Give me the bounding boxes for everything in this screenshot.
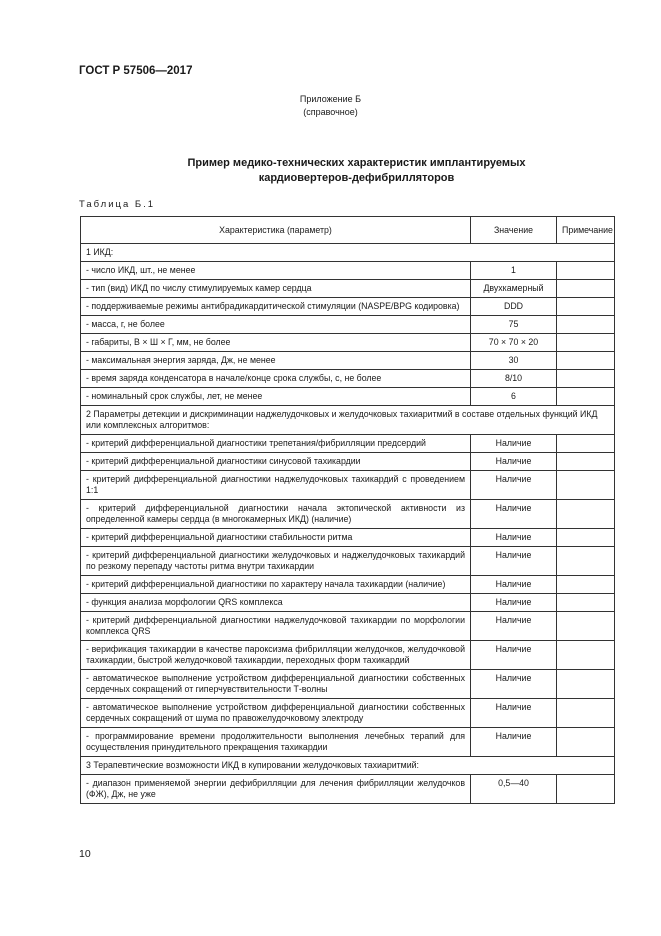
document-code: ГОСТ Р 57506—2017 <box>79 65 193 77</box>
parameter-cell: - поддерживаемые режимы антибрадикардитической стимуляции (NASPE/BPG кодировка) <box>81 298 471 316</box>
parameter-cell: - функция анализа морфологии QRS комплекса <box>81 594 471 612</box>
value-cell: Наличие <box>471 641 557 670</box>
table-row <box>81 500 615 529</box>
note-cell <box>557 435 615 453</box>
note-cell <box>557 612 615 641</box>
document-title-line-2: кардиовертеров-дефибрилляторов <box>258 172 455 184</box>
parameter-cell: - тип (вид) ИКД по числу стимулируемых камер сердца <box>81 280 471 298</box>
parameter-cell: - масса, г, не более <box>81 316 471 334</box>
table-row <box>81 547 615 576</box>
value-cell: 6 <box>471 388 557 406</box>
value-cell: Наличие <box>471 547 557 576</box>
note-cell <box>557 334 615 352</box>
section-heading: 3 Терапевтические возможности ИКД в купировании желудочковых тахиаритмий: <box>81 757 615 775</box>
table-row <box>81 370 615 388</box>
table-row <box>81 298 615 316</box>
value-cell: Наличие <box>471 500 557 529</box>
value-cell: DDD <box>471 298 557 316</box>
value-cell: Наличие <box>471 471 557 500</box>
section-heading: 2 Параметры детекции и дискриминации наджелудочковых и желудочковых тахиаритмий в составе отдельных функций ИКД или комплексных алгоритмов: <box>81 406 615 435</box>
value-cell: 75 <box>471 316 557 334</box>
value-cell: Наличие <box>471 576 557 594</box>
parameter-cell: - критерий дифференциальной диагностики наджелудочковой тахикардии по морфологии комплекса QRS <box>81 612 471 641</box>
value-cell: 8/10 <box>471 370 557 388</box>
table-row <box>81 280 615 298</box>
appendix-label: Приложение Б <box>299 94 362 104</box>
note-cell <box>557 298 615 316</box>
table-row <box>81 728 615 757</box>
value-cell: Наличие <box>471 612 557 641</box>
table-row <box>81 612 615 641</box>
section-heading-row <box>81 406 615 435</box>
parameter-cell: - габариты, В × Ш × Г, мм, не более <box>81 334 471 352</box>
table-row <box>81 670 615 699</box>
column-header-parameter: Характеристика (параметр) <box>81 217 471 244</box>
note-cell <box>557 775 615 804</box>
note-cell <box>557 594 615 612</box>
note-cell <box>557 316 615 334</box>
document-title-line-1: Пример медико-технических характеристик имплантируемых <box>187 157 526 169</box>
value-cell: Наличие <box>471 453 557 471</box>
table-header-row <box>81 217 615 244</box>
table-row <box>81 453 615 471</box>
parameter-cell: - время заряда конденсатора в начале/конце срока службы, с, не более <box>81 370 471 388</box>
table-row <box>81 641 615 670</box>
section-heading: 1 ИКД: <box>81 244 615 262</box>
appendix-type: (справочное) <box>303 107 358 117</box>
value-cell: 30 <box>471 352 557 370</box>
column-header-value: Значение <box>471 217 557 244</box>
note-cell <box>557 453 615 471</box>
note-cell <box>557 370 615 388</box>
column-header-note: Примечание <box>557 217 615 244</box>
table-row <box>81 594 615 612</box>
parameter-cell: - критерий дифференциальной диагностики наджелудочковых тахикардий с проведением 1:1 <box>81 471 471 500</box>
parameter-cell: - критерий дифференциальной диагностики желудочковых и наджелудочковых тахикардий по резкому перепаду частоты ритма внутри тахикардии <box>81 547 471 576</box>
value-cell: Наличие <box>471 670 557 699</box>
note-cell <box>557 670 615 699</box>
table-caption: Таблица Б.1 <box>79 199 156 210</box>
note-cell <box>557 699 615 728</box>
table-row <box>81 262 615 280</box>
note-cell <box>557 262 615 280</box>
section-heading-row <box>81 757 615 775</box>
value-cell: Двухкамерный <box>471 280 557 298</box>
parameter-cell: - критерий дифференциальной диагностики начала эктопической активности из определенной камеры сердца (в многокамерных ИКД) (наличие) <box>81 500 471 529</box>
table-row <box>81 388 615 406</box>
value-cell: 1 <box>471 262 557 280</box>
note-cell <box>557 529 615 547</box>
table-row <box>81 316 615 334</box>
note-cell <box>557 352 615 370</box>
note-cell <box>557 547 615 576</box>
parameter-cell: - критерий дифференциальной диагностики по характеру начала тахикардии (наличие) <box>81 576 471 594</box>
parameter-cell: - автоматическое выполнение устройством дифференциальной диагностики собственных сердечных сокращений от гиперчувствительности Т-волны <box>81 670 471 699</box>
note-cell <box>557 471 615 500</box>
value-cell: 70 × 70 × 20 <box>471 334 557 352</box>
table-row <box>81 576 615 594</box>
section-heading-row <box>81 244 615 262</box>
parameter-cell: - максимальная энергия заряда, Дж, не менее <box>81 352 471 370</box>
parameter-cell: - критерий дифференциальной диагностики трепетания/фибрилляции предсердий <box>81 435 471 453</box>
parameter-cell: - автоматическое выполнение устройством дифференциальной диагностики собственных сердечных сокращений от шума по правожелудочковому электроду <box>81 699 471 728</box>
parameter-cell: - номинальный срок службы, лет, не менее <box>81 388 471 406</box>
note-cell <box>557 576 615 594</box>
table-row <box>81 352 615 370</box>
table-row <box>81 435 615 453</box>
parameter-cell: - диапазон применяемой энергии дефибрилляции для лечения фибрилляции желудочков (ФЖ), Дж, не уже <box>81 775 471 804</box>
parameter-cell: - критерий дифференциальной диагностики синусовой тахикардии <box>81 453 471 471</box>
page-number: 10 <box>79 848 91 860</box>
note-cell <box>557 280 615 298</box>
note-cell <box>557 500 615 529</box>
parameter-cell: - критерий дифференциальной диагностики стабильности ритма <box>81 529 471 547</box>
parameter-cell: - число ИКД, шт., не менее <box>81 262 471 280</box>
value-cell: Наличие <box>471 728 557 757</box>
value-cell: Наличие <box>471 529 557 547</box>
table-row <box>81 334 615 352</box>
value-cell: 0,5—40 <box>471 775 557 804</box>
note-cell <box>557 728 615 757</box>
value-cell: Наличие <box>471 699 557 728</box>
specification-table <box>80 216 615 804</box>
note-cell <box>557 388 615 406</box>
table-row <box>81 699 615 728</box>
parameter-cell: - программирование времени продолжительности выполнения лечебных терапий для осуществления принудительного прекращения тахикардии <box>81 728 471 757</box>
parameter-cell: - верификация тахикардии в качестве пароксизма фибрилляции желудочков, желудочковой тахикардии, быстрой желудочковой тахикардии, переходных форм тахикардий <box>81 641 471 670</box>
table-row <box>81 529 615 547</box>
value-cell: Наличие <box>471 594 557 612</box>
table-row <box>81 775 615 804</box>
table-row <box>81 471 615 500</box>
note-cell <box>557 641 615 670</box>
table-body <box>81 244 615 804</box>
value-cell: Наличие <box>471 435 557 453</box>
